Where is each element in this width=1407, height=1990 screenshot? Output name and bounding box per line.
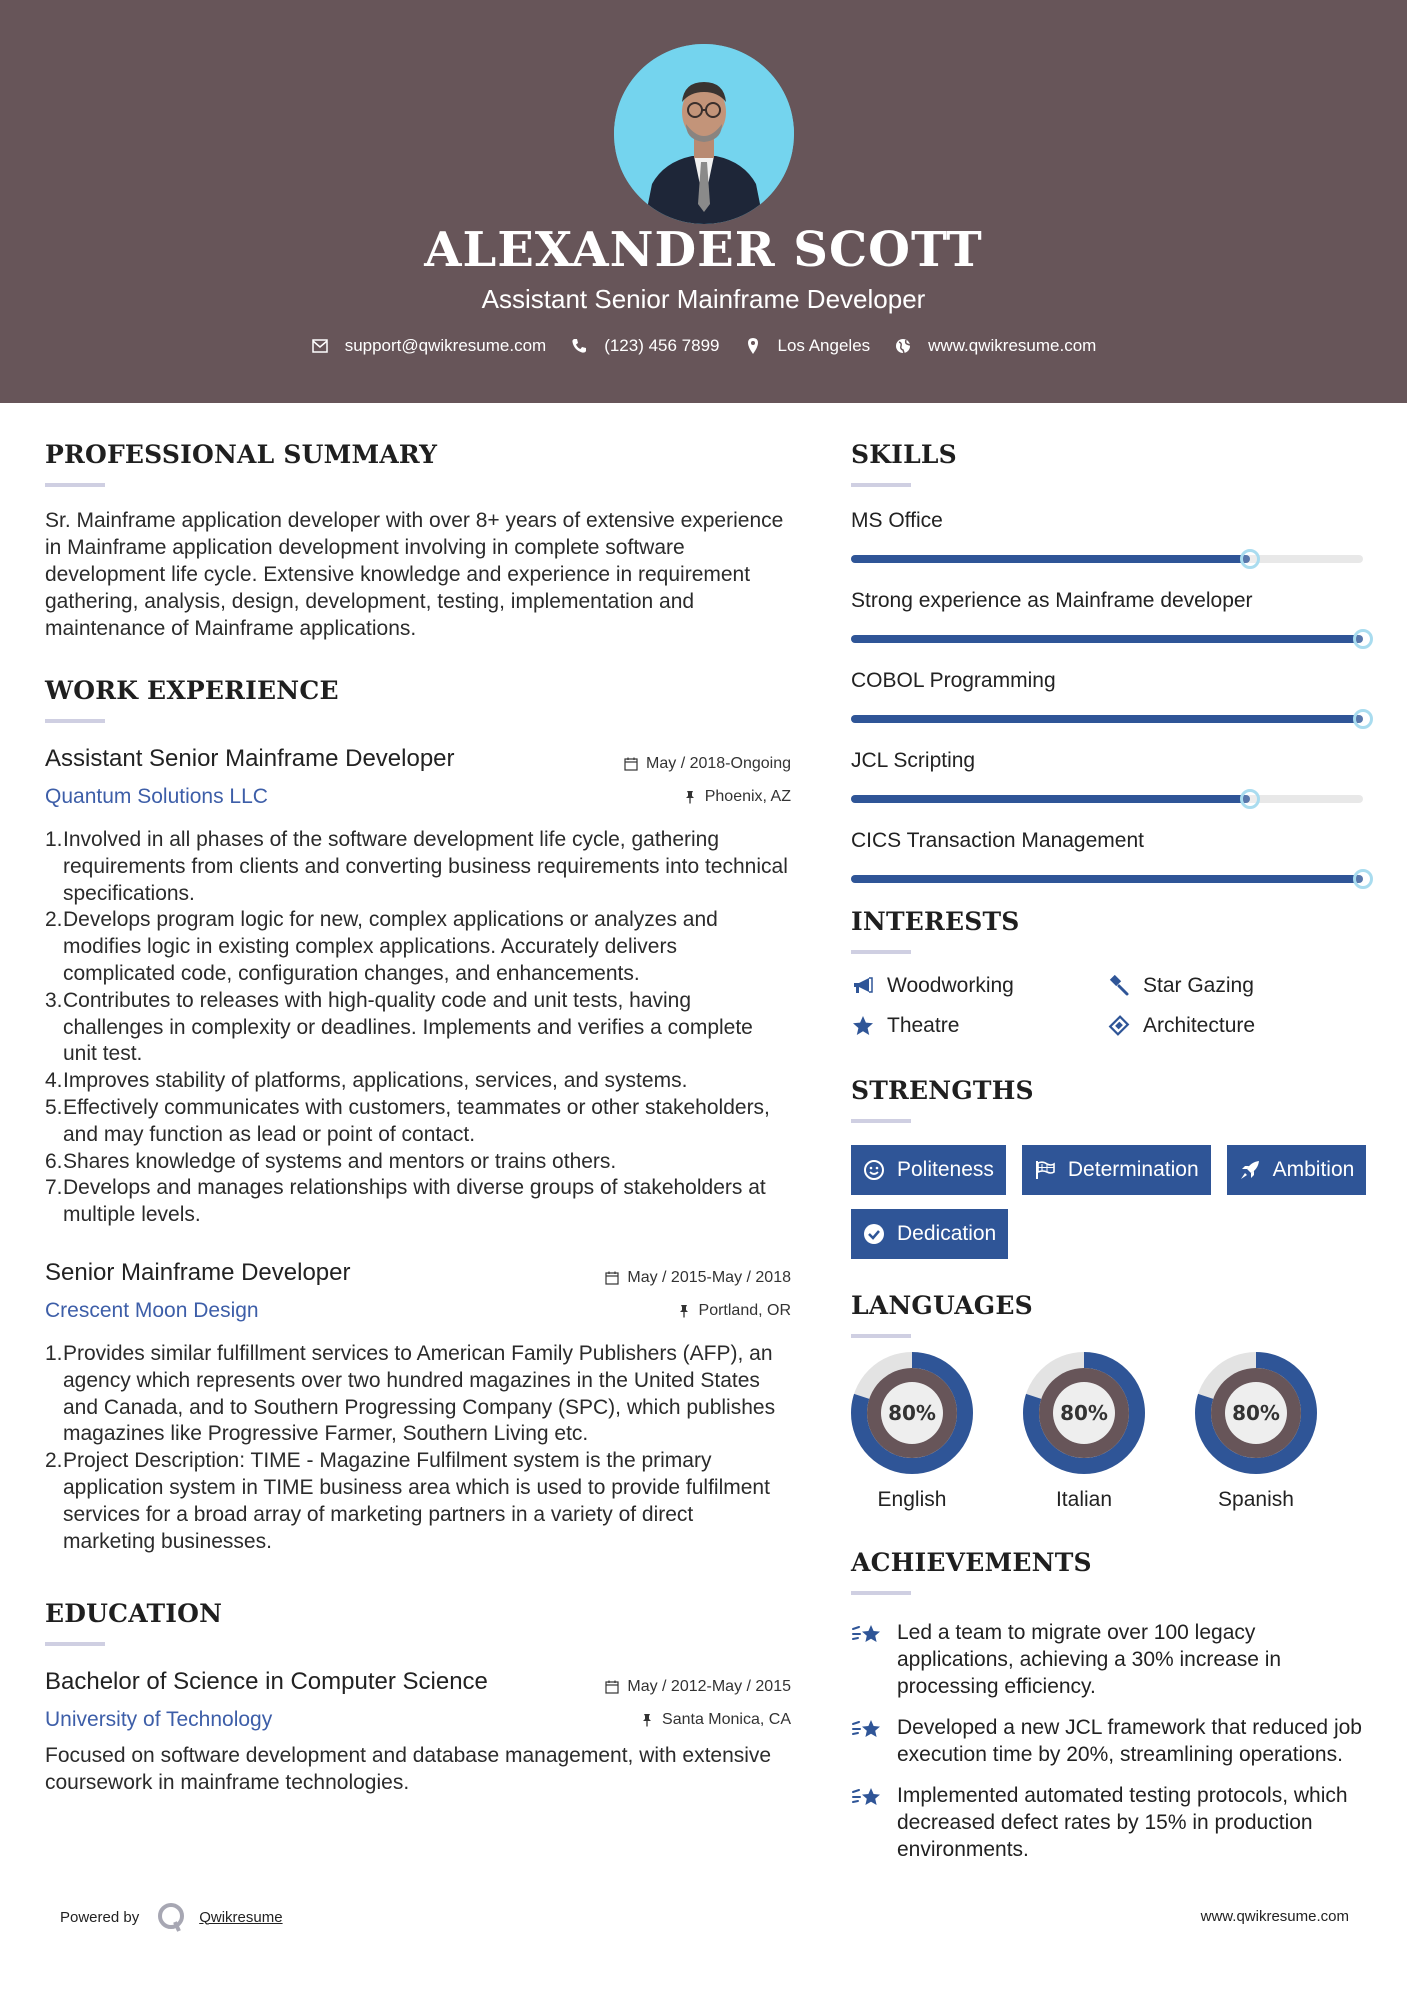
skill-knob <box>1240 789 1260 809</box>
skill-label: COBOL Programming <box>851 669 1056 692</box>
job-date: May / 2015-May / 2018 <box>605 1269 791 1287</box>
achievement-text: Led a team to migrate over 100 legacy applications, achieving a 30% increase in processing efficiency. <box>897 1621 1282 1698</box>
skill-label: Strong experience as Mainframe developer <box>851 589 1253 612</box>
heading-underline <box>851 950 911 954</box>
skills-list <box>851 507 1371 883</box>
strength-badge: Politeness <box>851 1145 1006 1195</box>
map-pin-icon <box>744 337 762 355</box>
language-name: Spanish <box>1218 1488 1294 1511</box>
calendar-icon <box>605 1680 619 1694</box>
powered-by <box>60 1900 283 1934</box>
interest-item: Woodworking <box>851 974 1107 998</box>
company-name: Quantum Solutions LLC <box>45 785 268 808</box>
job-responsibilities <box>45 1341 791 1555</box>
language-donut <box>851 1352 973 1474</box>
achievement-text: Developed a new JCL framework that reduced job execution time by 20%, streamlining operations. <box>897 1716 1362 1766</box>
education-heading: EDUCATION <box>45 1599 223 1629</box>
profile-photo <box>614 44 794 224</box>
skill-slider <box>851 555 1363 563</box>
skill-item <box>851 747 1371 803</box>
resume-header <box>0 0 1407 403</box>
skill-knob <box>1240 549 1260 569</box>
right-column <box>851 440 1371 1877</box>
summary-heading: PROFESSIONAL SUMMARY <box>45 440 438 469</box>
language-percent: 80% <box>888 1401 936 1425</box>
job-entry <box>45 745 791 1229</box>
list-item: 2. Develops program logic for new, complex applications or analyzes and modifies logic in existing complex applications. Accurately delivers complicated code, configuration changes, and enhancements. <box>45 908 718 985</box>
achievement-text: Implemented automated testing protocols, which decreased defect rates by 15% in production environments. <box>897 1784 1348 1861</box>
achievements-section <box>851 1548 1371 1863</box>
skill-fill <box>851 875 1363 883</box>
left-column <box>45 440 791 1796</box>
qwikresume-logo-icon <box>155 1900 189 1934</box>
skill-item <box>851 667 1371 723</box>
language-item <box>851 1352 973 1512</box>
job-location: Phoenix, AZ <box>683 788 791 806</box>
language-percent: 80% <box>1232 1401 1280 1425</box>
language-name: English <box>877 1488 947 1511</box>
rocket-icon <box>1239 1159 1261 1181</box>
shooting-star-icon <box>851 1716 883 1744</box>
job-location: Portland, OR <box>677 1302 791 1320</box>
skill-knob <box>1353 709 1373 729</box>
degree-title: Bachelor of Science in Computer Science <box>45 1668 488 1696</box>
language-item <box>1023 1352 1145 1512</box>
powered-by-label: Powered by <box>60 1908 140 1926</box>
skill-fill <box>851 555 1250 563</box>
contact-row <box>0 336 1407 356</box>
job-responsibilities <box>45 827 791 1229</box>
flag-icon <box>1034 1159 1056 1181</box>
skills-heading: SKILLS <box>851 440 957 469</box>
heading-underline <box>45 719 105 723</box>
job-title: Assistant Senior Mainframe Developer <box>45 745 455 772</box>
education-date: May / 2012-May / 2015 <box>605 1678 791 1696</box>
heading-underline <box>851 483 911 487</box>
list-item: 1. Provides similar fulfillment services to American Family Publishers (AFP), an agency which represents over two hundred magazines in the United States and Canada, and to Southern Progressing Company (SPC), which publishes magazines like Progressive Farmer, Southern Living etc. <box>45 1341 776 1446</box>
languages-section <box>851 1291 1371 1512</box>
pushpin-icon <box>640 1713 654 1727</box>
phone-icon <box>570 337 588 355</box>
strengths-section <box>851 1076 1371 1259</box>
contact-website-text: www.qwikresume.com <box>928 336 1097 355</box>
candidate-title: Assistant Senior Mainframe Developer <box>481 284 926 314</box>
strength-badge: Determination <box>1022 1145 1211 1195</box>
skill-slider <box>851 635 1363 643</box>
job-entry <box>45 1259 791 1555</box>
language-name: Italian <box>1055 1488 1113 1511</box>
envelope-icon <box>311 337 329 355</box>
heading-underline <box>851 1334 911 1338</box>
pushpin-icon <box>677 1304 691 1318</box>
language-percent: 80% <box>1060 1401 1108 1425</box>
school-name: University of Technology <box>45 1708 273 1732</box>
skill-slider <box>851 715 1363 723</box>
qwikresume-link[interactable]: Qwikresume <box>199 1908 283 1926</box>
skill-item <box>851 587 1371 643</box>
experience-heading: WORK EXPERIENCE <box>45 676 339 705</box>
list-item: 3. Contributes to releases with high-quality code and unit tests, having challenges in complexity or deadlines. Implements and verifies a complete unit test. <box>45 988 753 1066</box>
experience-section <box>45 676 791 1555</box>
contact-email[interactable] <box>311 336 547 356</box>
interests-section <box>851 907 1371 1038</box>
list-item: 1. Involved in all phases of the software development life cycle, gathering requirements from clients and converting business requirements into technical specifications. <box>45 828 788 905</box>
skill-slider <box>851 795 1363 803</box>
languages-list <box>851 1352 1371 1512</box>
company-name: Crescent Moon Design <box>45 1298 259 1322</box>
heading-underline <box>851 1591 911 1595</box>
skill-fill <box>851 795 1250 803</box>
languages-heading: LANGUAGES <box>851 1291 1033 1320</box>
contact-phone-text: (123) 456 7899 <box>604 336 720 355</box>
skill-knob <box>1353 869 1373 889</box>
interests-heading: INTERESTS <box>851 907 1020 936</box>
smile-icon <box>863 1159 885 1181</box>
skill-label: JCL Scripting <box>851 749 976 772</box>
achievement-item <box>851 1714 1371 1768</box>
language-donut <box>1195 1352 1317 1474</box>
globe-icon <box>894 337 912 355</box>
skill-item <box>851 507 1371 563</box>
language-donut <box>1023 1352 1145 1474</box>
list-item: 6. Shares knowledge of systems and mentors or trains others. <box>45 1149 617 1173</box>
gavel-icon <box>1107 974 1131 998</box>
summary-section <box>45 440 791 642</box>
skill-knob <box>1353 629 1373 649</box>
list-item: 2. Project Description: TIME - Magazine Fulfilment system is the primary application system in TIME business area which is used to provide fulfilment services for a broad array of marketing partners in a variety of direct marketing businesses. <box>45 1449 770 1553</box>
skills-section <box>851 440 1371 883</box>
heading-underline <box>45 1642 105 1646</box>
summary-text: Sr. Mainframe application developer with over 8+ years of extensive experience in Mainframe application development involving in complete software development life cycle. Extensive knowledge and experience in requirement gathering, analysis, design, development, testing, implementation and maintenance of Mainframe applications. <box>45 509 784 640</box>
contact-location-text: Los Angeles <box>777 336 871 355</box>
heading-underline <box>851 1119 911 1123</box>
contact-email-text: support@qwikresume.com <box>344 336 547 355</box>
star-icon <box>851 1014 875 1038</box>
achievements-heading: ACHIEVEMENTS <box>851 1548 1092 1577</box>
avatar <box>614 44 794 224</box>
contact-website[interactable] <box>894 336 1096 356</box>
list-item: 4. Improves stability of platforms, applications, services, and systems. <box>45 1069 688 1093</box>
strength-badge: Dedication <box>851 1209 1008 1259</box>
interest-item: Theatre <box>851 1014 1107 1038</box>
skill-fill <box>851 635 1363 643</box>
contact-phone[interactable] <box>570 336 719 356</box>
achievements-list <box>851 1619 1371 1863</box>
strengths-heading: STRENGTHS <box>851 1076 1034 1105</box>
achievement-item <box>851 1782 1371 1863</box>
achievement-item <box>851 1619 1371 1700</box>
heading-underline <box>45 483 105 487</box>
job-title: Senior Mainframe Developer <box>45 1258 351 1286</box>
skill-slider <box>851 875 1363 883</box>
job-date: May / 2018-Ongoing <box>624 755 791 773</box>
interests-grid <box>851 974 1371 1038</box>
skill-label: MS Office <box>851 509 943 532</box>
candidate-name: ALEXANDER SCOTT <box>424 222 983 278</box>
calendar-icon <box>605 1271 619 1285</box>
education-section <box>45 1599 791 1796</box>
interest-item: Architecture <box>1107 1014 1363 1038</box>
list-item: 7. Develops and manages relationships with diverse groups of stakeholders at multiple levels. <box>45 1176 766 1227</box>
skill-item <box>851 827 1371 883</box>
list-item: 5. Effectively communicates with customers, teammates or other stakeholders, and may function as lead or point of contact. <box>45 1095 770 1146</box>
footer-website[interactable]: www.qwikresume.com <box>1200 1908 1349 1925</box>
education-description: Focused on software development and database management, with extensive coursework in mainframe technologies. <box>45 1744 772 1795</box>
skill-label: CICS Transaction Management <box>851 829 1144 852</box>
contact-location <box>744 336 871 356</box>
strength-badge: Ambition <box>1227 1145 1367 1195</box>
strengths-list <box>851 1145 1371 1259</box>
interest-item: Star Gazing <box>1107 974 1363 998</box>
bullhorn-icon <box>851 974 875 998</box>
skill-fill <box>851 715 1363 723</box>
pushpin-icon <box>683 790 697 804</box>
education-location: Santa Monica, CA <box>640 1711 791 1729</box>
ticket-icon <box>1107 1014 1131 1038</box>
calendar-icon <box>624 757 638 771</box>
language-item <box>1195 1352 1317 1512</box>
shooting-star-icon <box>851 1784 883 1812</box>
check-circle-icon <box>863 1223 885 1245</box>
shooting-star-icon <box>851 1621 883 1649</box>
